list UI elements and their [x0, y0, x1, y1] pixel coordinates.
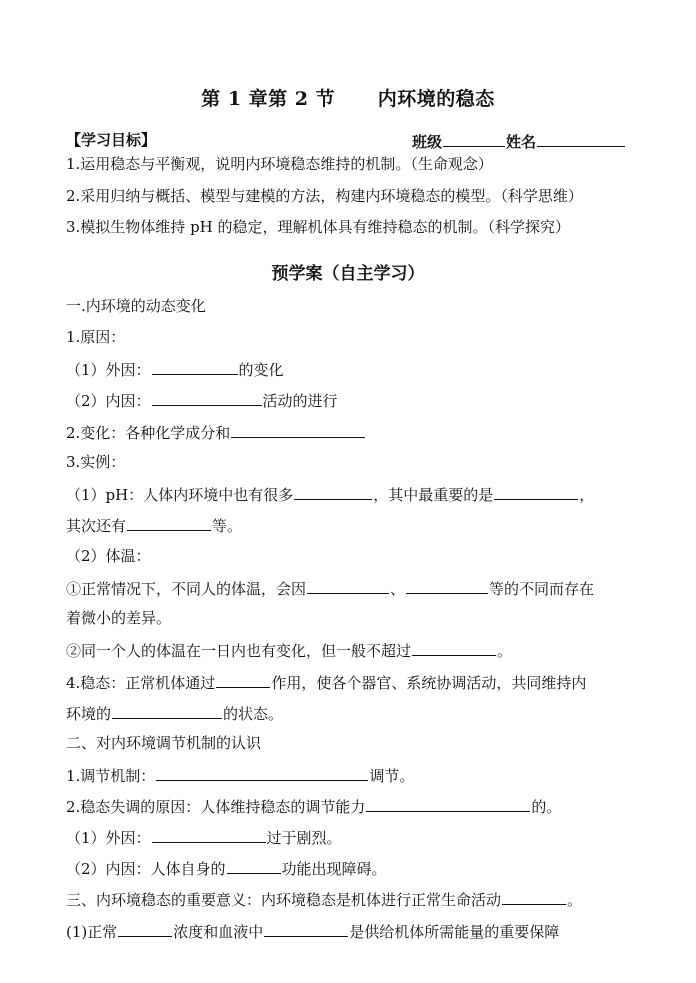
ph-line-2	[66, 514, 242, 536]
goal-2: 2.采用归纳与概括、模型与建模的方法，构建内环境稳态的模型。（科学思维）	[66, 187, 583, 205]
text: 等。	[212, 517, 243, 535]
text: （2）内因：	[66, 392, 151, 410]
text: (1)正常	[66, 923, 118, 941]
text: 其次还有	[66, 517, 127, 535]
page-title: 第 1 章第 2 节 内环境的稳态	[201, 88, 495, 110]
answer-blank[interactable]	[231, 421, 365, 438]
answer-blank[interactable]	[366, 795, 530, 812]
answer-blank[interactable]	[152, 358, 238, 375]
text: 的状态。	[223, 705, 284, 723]
temp-item-1	[66, 577, 594, 599]
external-cause-line	[66, 358, 284, 380]
goals-label: 【学习目标】	[66, 131, 157, 149]
text: 是供给机体所需能量的重要保障	[349, 923, 560, 941]
answer-blank[interactable]	[216, 671, 270, 688]
answer-blank[interactable]	[227, 857, 281, 874]
text: （1）外因：	[66, 361, 151, 379]
goal-1: 1.运用稳态与平衡观，说明内环境稳态维持的机制。（生命观念）	[66, 155, 493, 173]
answer-blank[interactable]	[152, 389, 262, 406]
text: ②同一个人的体温在一日内也有变化，但一般不超过	[66, 642, 412, 660]
text: 1.调节机制：	[66, 767, 156, 785]
homeostasis-line	[66, 671, 586, 693]
imbalance-internal	[66, 857, 387, 879]
text: 4.稳态：正常机体通过	[66, 674, 216, 692]
text: 。	[497, 642, 513, 660]
text: 2.变化：各种化学成分和	[66, 424, 231, 442]
temp-item-2	[66, 639, 512, 661]
goal-3: 3.模拟生物体维持 pH 的稳定，理解机体具有维持稳态的机制。（科学探究）	[66, 218, 571, 236]
imbalance-line	[66, 795, 561, 817]
text: 等的不同而存在	[489, 580, 595, 598]
section-3-heading	[66, 888, 582, 910]
text: 三、内环境稳态的重要意义：内环境稳态是机体进行正常生命活动	[66, 891, 502, 909]
answer-blank[interactable]	[294, 483, 372, 500]
change-line	[66, 421, 366, 443]
answer-blank[interactable]	[127, 514, 211, 531]
answer-blank[interactable]	[412, 639, 496, 656]
text: （1）外因：	[66, 829, 151, 847]
text: 功能出现障碍。	[281, 860, 387, 878]
homeostasis-line-2	[66, 702, 283, 724]
ph-line	[66, 483, 594, 505]
text: ，	[579, 486, 595, 504]
answer-blank[interactable]	[307, 577, 389, 594]
temperature-line: （2）体温：	[66, 547, 151, 565]
class-name-fields	[412, 130, 626, 152]
text: ①正常情况下，不同人的体温，会因	[66, 580, 307, 598]
temp-item-1-cont: 着微小的差异。	[66, 609, 172, 627]
text: 浓度和血液中	[173, 923, 264, 941]
text: 过于剧烈。	[266, 829, 342, 847]
name-blank[interactable]	[537, 130, 625, 147]
regulation-line	[66, 764, 414, 786]
section-1-heading: 一.内环境的动态变化	[66, 297, 206, 315]
text: 的。	[531, 798, 562, 816]
example-line: 3.实例：	[66, 453, 126, 471]
answer-blank[interactable]	[406, 577, 488, 594]
text: 环境的	[66, 705, 112, 723]
answer-blank[interactable]	[156, 764, 368, 781]
imbalance-external	[66, 826, 342, 848]
text: 、	[390, 580, 406, 598]
text: 调节。	[369, 767, 415, 785]
class-blank[interactable]	[443, 130, 505, 147]
answer-blank[interactable]	[494, 483, 578, 500]
text: ，其中最重要的是	[373, 486, 494, 504]
text: 的变化	[238, 361, 284, 379]
cause-line: 1.原因：	[66, 328, 126, 346]
text: 2.稳态失调的原因：人体维持稳态的调节能力	[66, 798, 366, 816]
answer-blank[interactable]	[112, 702, 222, 719]
text: （1）pH：人体内环境中也有很多	[66, 486, 294, 504]
internal-cause-line	[66, 389, 338, 411]
answer-blank[interactable]	[152, 826, 266, 843]
text: （2）内因：人体自身的	[66, 860, 226, 878]
significance-item-1	[66, 920, 559, 942]
class-label: 班级	[412, 133, 443, 151]
answer-blank[interactable]	[502, 888, 566, 905]
section-2-heading: 二、对内环境调节机制的认识	[66, 734, 262, 752]
answer-blank[interactable]	[264, 920, 348, 937]
text: 活动的进行	[262, 392, 338, 410]
answer-blank[interactable]	[118, 920, 172, 937]
section-heading: 预学案（自主学习）	[271, 264, 425, 284]
name-label: 姓名	[506, 133, 537, 151]
text: 作用，使各个器官、系统协调活动，共同维持内	[271, 674, 587, 692]
text: 。	[567, 891, 583, 909]
